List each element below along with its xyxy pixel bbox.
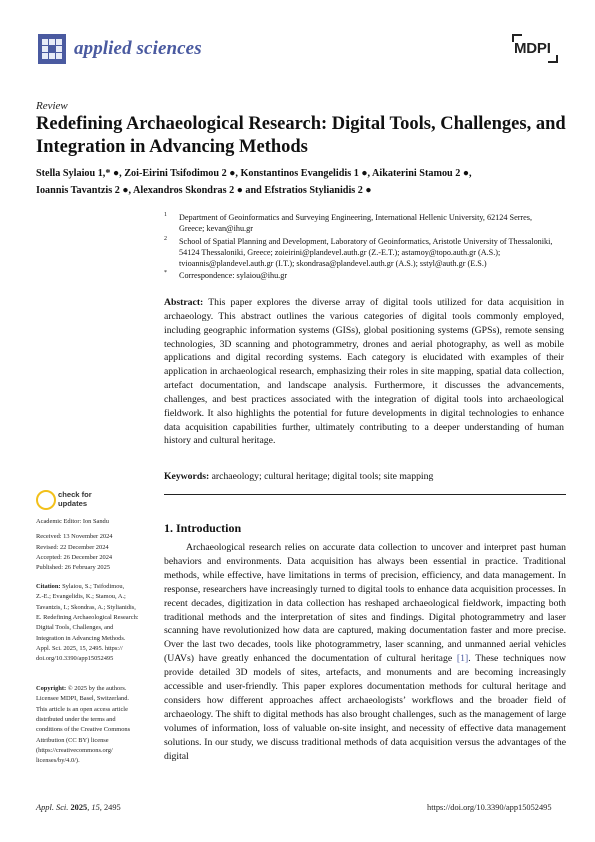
revised-date: Revised: 22 December 2024 xyxy=(36,543,109,551)
citation-label: Citation: xyxy=(36,583,61,590)
article-title: Redefining Archaeological Research: Digital Tools, Challenges, and Integration in Advancing Methods xyxy=(36,114,566,157)
copyright-block: Copyright: © 2025 by the authors. Licensee MDPI, Basel, Switzerland. This article is an open access article distributed under the terms and conditions of the Creative Commons Attribution (CC BY) license (https://creativecommons.org/ licenses/by/4.0/). xyxy=(36,685,131,765)
article-dates xyxy=(36,517,150,574)
affiliation-number: * xyxy=(164,270,167,276)
keywords xyxy=(164,471,564,482)
abstract xyxy=(164,296,564,448)
keywords-label: Keywords: xyxy=(164,471,210,482)
section-heading: 1. Introduction xyxy=(164,521,242,535)
accepted-date: Accepted: 26 December 2024 xyxy=(36,554,113,562)
affiliation-number: 1 xyxy=(164,212,167,218)
abstract-text: This paper explores the diverse array of digital tools utilized for data acquisition in archaeology. This abstract outlines the various categories of digital tools commonly employed, including geographic information systems (GISs), global positioning systems (GPSs), remote sensing technologies, 3D scanning and photogrammetry, drones and aerial photography, as well as mobile applications and digital recording systems. Each category is elucidated with examples of their application in archaeological research, emphasizing their roles in site mapping, spatial data collection, artefact documentation, and landscape analysis. Furthermore, it discusses the advancements, challenges, and best practices associated with the integration of digital tools into archaeological fieldwork. It also highlights the potential for future developments in digital technologies to enhance data acquisition capabilities further, ultimately contributing to a deeper understanding of human history and cultural heritage. xyxy=(164,297,565,447)
abstract-label: Abstract: xyxy=(164,297,204,308)
affiliation-text: School of Spatial Planning and Development, Laboratory of Geoinformatics, Aristotle University of Thessaloniki, 54124 Thessaloniki, Greece; zoieirini@plandevel.auth.gr (Z.-E.T.); astamoy@topo.auth.gr (A.S.); tvioannis@plandevel.auth.gr (I.T.); skondrasa@plandevel.auth.gr (A.S.); sstyl@auth.gr (E.S.) xyxy=(179,237,553,269)
introduction-text: Archaeological research relies on accurate data collection to uncover and interpret past human behaviors and environments. Data acquisition has always been essential in practice. Traditional methods, while effective, have limitations in terms of precision, efficiency, and data management. In response, researchers have increasingly turned to digital tools to enhance data acquisition processes. In recent decades, digitization in data collection has reshaped archaeological fieldwork, impacting both traditional methods and the interpretation of sites and findings. Digital photogrammetry and laser scanning have revolutionized how data are captured, making documentation faster and more precise. Over the last two decades, tools like photogrammetry, laser scanning, and unmanned aerial vehicles (UAVs) have greatly enhanced the documentation of cultural heritage [1]. These techniques now provide detailed 3D models of sites, artefacts, and monuments and are becoming increasingly accessible and user-friendly. This paper explores documentation methods for cultural heritage and considers how different approaches affect archaeologists’ workflows and the broader field of archaeology. The shift to digital methods has also brought challenges, such as the management of large volumes of information, loss of valuable on-site insight, and necessity of effective data management solutions. In our study, we discuss traditional methods of data acquisition versus the advantages of the digital xyxy=(164,542,566,762)
author-line[interactable]: Stella Sylaiou 1,* ●, Zoi-Eirini Tsifodimou 2 ●, Konstantinos Evangelidis 1 ●, Aikaterini Stamou 2 ●, xyxy=(36,168,472,179)
footer-doi[interactable]: https://doi.org/10.3390/app15052495 xyxy=(427,803,552,812)
keywords-text: archaeology; cultural heritage; digital tools; site mapping xyxy=(211,471,434,482)
divider xyxy=(164,494,566,495)
check-updates-text: check for updates xyxy=(58,490,92,508)
citation-link[interactable]: [1] xyxy=(456,653,469,665)
journal-logo-icon xyxy=(38,34,66,64)
affiliation-text: Department of Geoinformatics and Surveying Engineering, International Hellenic University, 62124 Serres, Greece; kevan@ihu.gr xyxy=(179,213,533,234)
journal-name: applied sciences xyxy=(74,38,202,59)
received-date: Received: 13 November 2024 xyxy=(36,533,113,541)
mdpi-logo xyxy=(514,38,562,60)
academic-editor: Academic Editor: Ion Sandu xyxy=(36,518,109,525)
affiliation-number: 2 xyxy=(164,236,167,242)
copyright-label: Copyright: xyxy=(36,685,67,692)
affiliation-text[interactable]: Correspondence: sylaiou@ihu.gr xyxy=(179,271,288,280)
published-date: Published: 26 February 2025 xyxy=(36,564,111,572)
bracket-icon xyxy=(548,55,558,63)
author-list xyxy=(36,165,576,199)
mdpi-logo-text: MDPI xyxy=(514,40,551,57)
footer-citation: Appl. Sci. 2025, 15, 2495 xyxy=(36,803,121,812)
citation-block: Citation: Sylaiou, S.; Tsifodimou, Z.-E.; Evangelidis, K.; Stamou, A.; Tavantzis, I.; Skondras, A.; Stylianidis, E. Redefining Archaeological Research: Digital Tools, Challenges, and Integration in Advancing Methods. Appl. Sci. 2025, 15, 2495. https:// doi.org/10.3390/app15052495 xyxy=(36,583,139,663)
check-updates-icon xyxy=(36,490,56,510)
article-type: Review xyxy=(36,100,68,112)
author-line[interactable]: Ioannis Tavantzis 2 ●, Alexandros Skondras 2 ● and Efstratios Stylianidis 2 ● xyxy=(36,185,372,196)
